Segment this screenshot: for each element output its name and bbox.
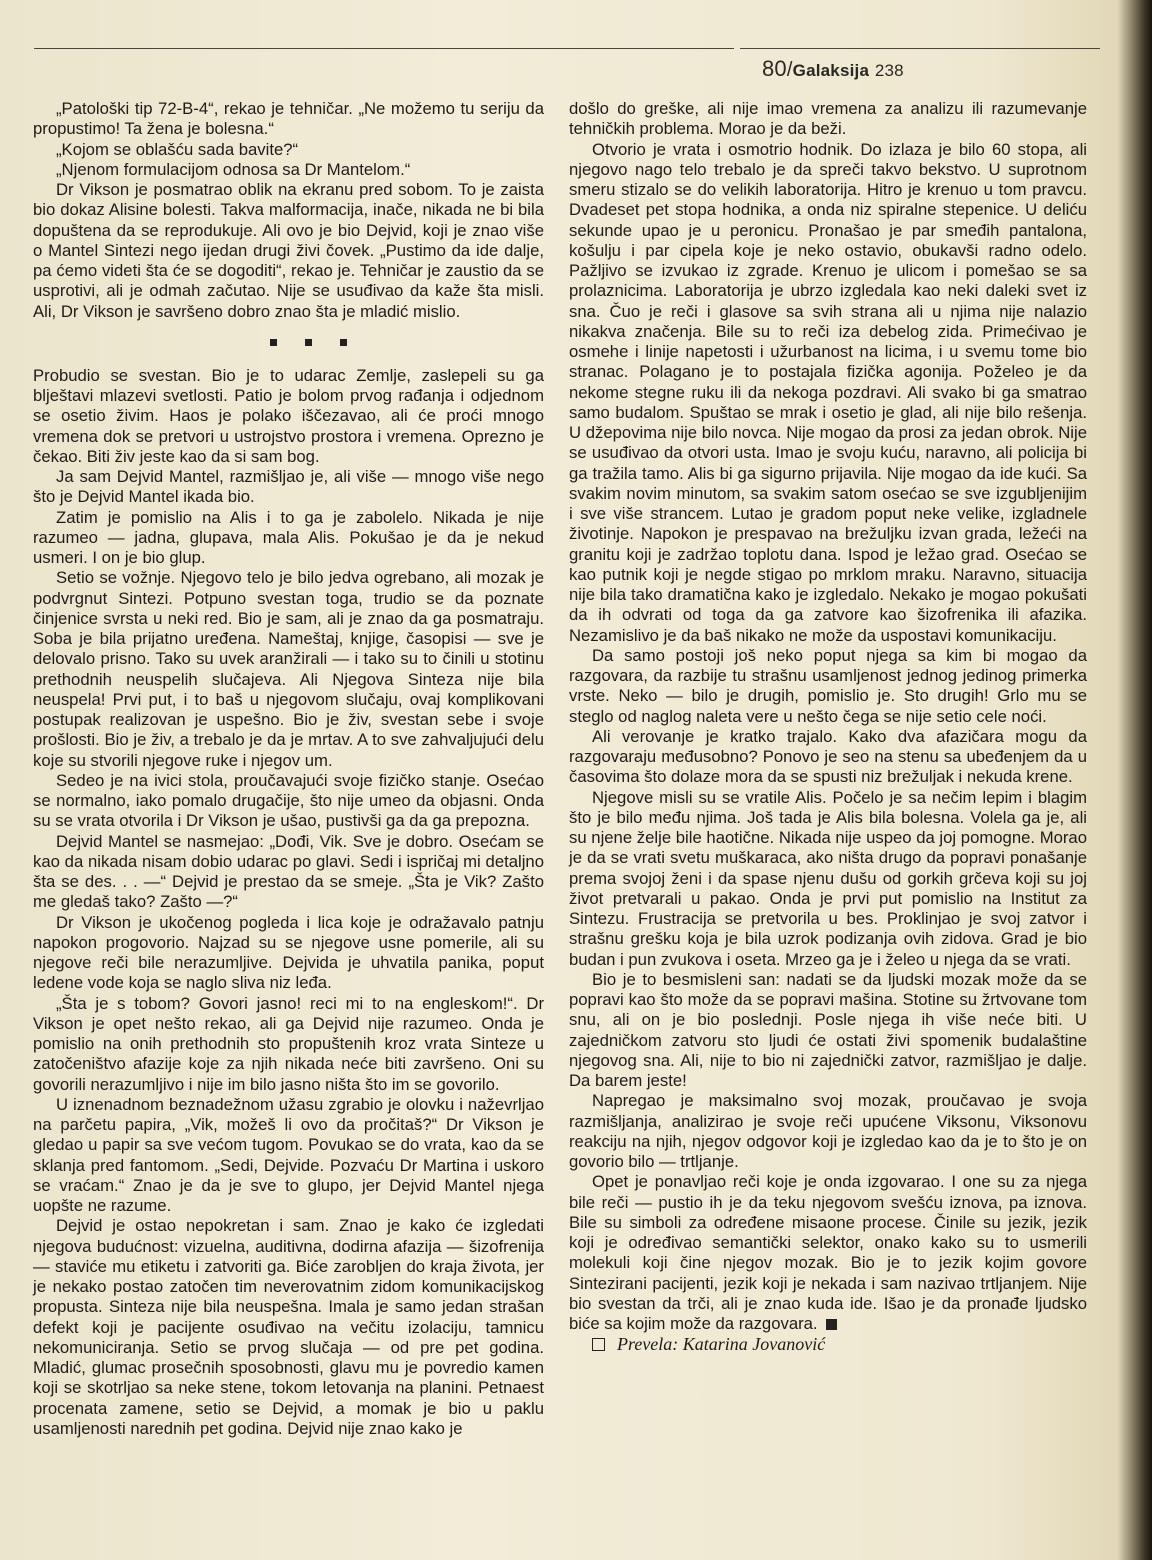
paragraph [33,467,544,508]
paragraph [569,727,1087,788]
paragraph [33,508,544,569]
paragraph [33,180,544,322]
paragraph-text: Dr Vikson je ukočenog pogleda i lica koje je odražavalo patnju napokon progovorio. Najzad su se njegove usne pomerile, ali su njegove reči bile nerazumljive. Dejvida je uhvatila panika, poput ledene vode koja se naglo sliva niz leđa. [33,912,544,993]
credit-box-icon [592,1338,605,1351]
page-header: 80/Galaksija 238 [762,56,904,81]
section-separator [33,326,544,358]
paragraph-text: došlo do greške, ali nije imao vremena za analizu ili razumevanje tehničkih problema. Morao je da beži. [569,99,1087,139]
paragraph [569,646,1087,727]
paragraph-text: „Patološki tip 72-B-4“, rekao je tehničar. „Ne možemo tu seriju da propustimo! Ta žena je bolesna.“ [33,99,544,139]
paragraph-text: Ja sam Dejvid Mantel, razmišljao je, ali više — mnogo više nego što je Dejvid Mantel ikada bio. [33,467,544,507]
paragraph [33,832,544,913]
right-column [569,99,1087,1355]
paragraph-text: Zatim je pomislio na Alis i to ga je zabolelo. Nikada je nije razumeo — jadna, glupava, mala Alis. Pokušao je da je nekud usmeri. I on je bio glup. [33,507,544,567]
top-rule-left [34,48,734,49]
paragraph [33,913,544,994]
paragraph-text: „Kojom se oblašću sada bavite?“ [56,139,299,159]
paragraph-text: Sedeo je na ivici stola, proučavajući svoje fizičko stanje. Osećao se normalno, iako pomalo drugačije, što nije umeo da objasni. Onda su se vrata otvorila i Dr Vikson je ušao, pustivši ga da ga prepozna. [33,770,544,831]
paragraph [569,970,1087,1092]
paragraph-text: Ali verovanje je kratko trajalo. Kako dva afazičara mogu da razgovaraju međusobno? Ponovo je seo na stenu sa ubeđenjem da u časovima što dolaze mora da se spusti niz brežuljak i nekuda krene. [569,726,1087,787]
separator-square-icon [340,339,347,346]
paragraph [33,771,544,832]
end-mark-square-icon [826,1319,837,1330]
paragraph-text: Dejvid je ostao nepokretan i sam. Znao je kako će izgledati njegova budućnost: vizuelna, auditivna, dodirna afazija — šizofrenija — staviće mu etiketu i zatvoriti ga. Biće zarobljen do kraja života, jer je nekako postao zatočen tim neverovatnim zidom komunikacijskog propusta. Sinteza nije bila neuspešna. Imala je samo jedan strašan defekt koji je pacijente osuđivao na večitu izolaciju, tamnicu nekomuniciranja. Setio se prvog slučaja — od pre pet godina. Mladić, glumac prosečnih sposobnosti, glavu mu je povredio kamen koji se skotrljao sa neke stene, tokom letovanja na planini. Petnaest procenata zamene, setio se Dejvid, a momak je bio u paklu usamljenosti narednih pet godina. Dejvid nije znao kako je [33,1216,544,1438]
paragraph-text: Da samo postoji još neko poput njega sa kim bi mogao da razgovara, da razbije tu strašnu usamljenost jednog jedinog primerka vrste. Neko — bilo je drugih, pomislio je. Sto drugih! Grlo mu se steglo od naglog naleta vere u nešto čega se nije setio cele noći. [569,645,1087,726]
paragraph [33,1216,544,1439]
credit-text: Prevela: Katarina Jovanović [617,1334,826,1355]
paragraph-text: Bio je to besmisleni san: nadati se da ljudski mozak može da se popravi kao što može da se popravi mašina. Stotine su žrtvovane tom snu, ali on je bio poslednji. Posle njega ih više neće biti. U zajedničkom zatvoru sto ljudi će ostati živi spomenik budalaštine njegovog sna. Ali, nije to bio ni zajednički zatvor, razmišljao je dalje. Da barem jeste! [569,969,1087,1090]
paragraph [33,994,544,1095]
paragraph-text: Njegove misli su se vratile Alis. Počelo je sa nečim lepim i blagim što je bilo među njima. Još tada je Alis bila bolesna. Volela ga je, ali su njene želje bile haotične. Nikada nije uspeo da joj pomogne. Morao je da se vrati svetu muškaraca, ako ništa drugo da popravi ponašanje prema svojoj ženi i da spase njenu dušu od gorkih grčeva koji su joj život pretvarali u pakao. Onda je prvi put pomislio na Institut za Sintezu. Frustracija se pretvorila u bes. Proklinjao je svoj zatvor i strašnu grešku koja je bila uzrok podizanja ovih zidova. Grad je bio budan i pun zvukova i oseta. Mrzeo ga je i želeo u njega da se vrati. [569,787,1087,969]
paragraph [569,788,1087,970]
paragraph-text: Probudio se svestan. Bio je to udarac Zemlje, zaslepeli su ga blještavi mlazevi svetlosti. Patio je bolom prvog rađanja i odjednom se osetio živim. Haos je polako iščezavao, ali će proći mnogo vremena dok se pretvori u ustrojstvo prostora i vremena. Oprezno je čekao. Biti živ jeste kao da si sam bog. [33,365,544,466]
paragraph [569,140,1087,646]
paragraph [33,366,544,467]
top-rule-right [740,48,1100,49]
paragraph-text: Dr Vikson je posmatrao oblik na ekranu pred sobom. To je zaista bio dokaz Alisine bolesti. Takva malformacija, inače, nikada ne bi bila dopuštena da se reprodukuje. Ali ovo je bio Dejvid, koji je znao više o Mantel Sintezi nego ijedan drugi živi čovek. „Pustimo da ide dalje, pa ćemo videti šta će se dogoditi“, rekao je. Tehničar je zaustio da se usprotivi, ali je odmah začutao. Nije se usuđivao da kaže šta misli. Ali, Dr Vikson je savršeno dobro znao šta je mladić mislio. [33,180,544,321]
magazine-name: Galaksija [792,61,870,80]
separator-square-icon [270,339,277,346]
paragraph [33,99,544,140]
separator-square-icon [305,339,312,346]
paragraph-text: Setio se vožnje. Njegovo telo je bilo jedva ogrebano, ali mozak je podvrgnut Sintezi. Potpuno svestan toga, trudio se da poznate činjenice svrsta u neki red. Bio je sam, ali je znao da ga posmatraju. Soba je bila prijatno uređena. Nameštaj, knjige, časopisi — sve je delovalo prisno. Tako su uvek aranžirali — i tako su to činili u stotinu prethodnih neuspelih slučajeva. Ali Njegova Sinteza nije bila neuspela! Prvi put, i to baš u njegovom slučaju, ovaj komplikovani postupak realizovan je uspešno. Bio je živ, svestan sebe i svoje prošlosti. Bio je živ, a trebalo je da je mrtav. A to sve zahvaljujući delu koje su stvorili njegove ruke i njegov um. [33,568,544,770]
paragraph-text: Napregao je maksimalno svoj mozak, proučavao je svoja razmišljanja, analizirao je svoje reči upućene Viksonu, Viksonovu reakciju na njih, njegov odgovor koji je izgledao kao da je to što je on govorio bilo — trtljanje. [569,1091,1087,1171]
paragraph-text: Dejvid Mantel se nasmejao: „Dođi, Vik. Sve je dobro. Osećam se kao da nikada nisam dobio udarac po glavi. Sedi i ispričaj mi detaljno šta se des. . . —“ Dejvid je prestao da se smeje. „Šta je Vik? Zašto me gledaš tako? Zašto —?“ [33,831,544,912]
paragraph [569,1091,1087,1172]
paragraph-text: Opet je ponavljao reči koje je onda izgovarao. I one su za njega bile reči — pustio ih je da teku njegovom svešću iznova, pa iznova. Bile su simboli za određene misaone procese. Činile su jezik, jezik koji je određivao semantički selektor, onako kako su to usmerili molekuli koji čine njegov mozak. Bio je to jezik kojim govore Sintezirani pacijenti, jezik koji je nekada i sam nazivao trtljanjem. Nije bio svestan da trči, ali je znao kuda ide. Išao je da pronađe ljudsko biće sa kojim može da razgovara. [569,1172,1087,1333]
paragraph-text: „Šta je s tobom? Govori jasno! reci mi to na engleskom!“. Dr Vikson je opet nešto rekao, ali ga Dejvid nije razumeo. Onda je pomislio na onih prethodnih sto propuštenih kroz vrata Sinteze u zatočeništvo afazije koje za njih nikada neće biti završeno. Oni su govorili nerazumljivo i nije im bilo jasno ništa što im se govorilo. [33,993,544,1094]
paragraph-text: „Njenom formulacijom odnosa sa Dr Mantelom.“ [56,159,411,179]
paragraph-text: Otvorio je vrata i osmotrio hodnik. Do izlaza je bilo 60 stopa, ali njegovo nago telo trebalo je da spreči takvo bekstvo. U suprotnom smeru stizalo se do velikih laboratorija. Hitro je krenuo u tom pravcu. Dvadeset pet stopa hodnika, a onda niz spiralne stepenice. U deliću sekunde upao je u peronicu. Pronašao je par smeđih pantalona, košulju i par cipela koje je neko ostavio, obukavši radno odelo. Pažljivo se izvukao iz zgrade. Krenuo je ulicom i pomešao se sa prolaznicima. Laboratorija je ubrzo izgledala kao neki daleki svet iz sna. Čuo je reči i glasove sa svih strana ali u njima nije nalazio nikakva značenja. Bile su to reči iza debelog zida. Primećivao je osmehe i linije napetosti i užurbanost na licima, i u svemu tome bio stranac. Polagano je to postajala fizička agonija. Poželeo je da nekome stegne ruku ili da nekoga pozdravi. Ali svako bi ga smatrao samo budalom. Spuštao se mrak i osetio je glad, ali nije bilo rešenja. U džepovima nije bilo novca. Nije mogao da prosi za jedan obrok. Nije se usuđivao da otvori usta. Imao je svoju kuću, naravno, ali policija bi ga tražila tamo. Alis bi ga sigurno prijavila. Nije mogao da ide kući. Sa svakim novim minutom, sa svakim satom osećao se sve izgubljenijim i sve više strancem. Lutao je gradom poput neke velike, izgladnele životinje. Napokon je prespavao na brežuljku izvan grada, ležeći na granitu koji je zadržao toplotu dana. Ispod je ležao grad. Osećao se kao putnik koji je negde stigao po mrklom mraku. Naravno, situacija nije bila tako dramatična kako je izgledalo. Nekako je mogao pokušati da ih odvrati od toga da ga zatvore kao šizofrenika ili afazika. Nezamislivo je da baš nikako ne može da uspostavi komunikaciju. [569,139,1087,645]
issue-number: 238 [874,61,904,80]
paragraph-text: U iznenadnom beznadežnom užasu zgrabio je olovku i naževrljao na parčetu papira, „Vik, možeš li ovo da pročitaš?“ Dr Vikson je gledao u papir sa sve većom tugom. Povukao se do vrata, kao da se sklanja pred fantomom. „Sedi, Dejvide. Pozvaću Dr Martina i uskoro se vraćam.“ Znao je da je sve to glupo, jer Dejvid Mantel njega uopšte ne razume. [33,1094,544,1215]
left-column [33,99,544,1439]
translator-credit [569,1334,1087,1354]
paragraph [569,99,1087,140]
paragraph [33,568,544,771]
page-number: 80 [762,56,787,81]
paragraph [33,140,544,160]
paragraph [569,1172,1087,1334]
paragraph [33,160,544,180]
paragraph [33,1095,544,1217]
